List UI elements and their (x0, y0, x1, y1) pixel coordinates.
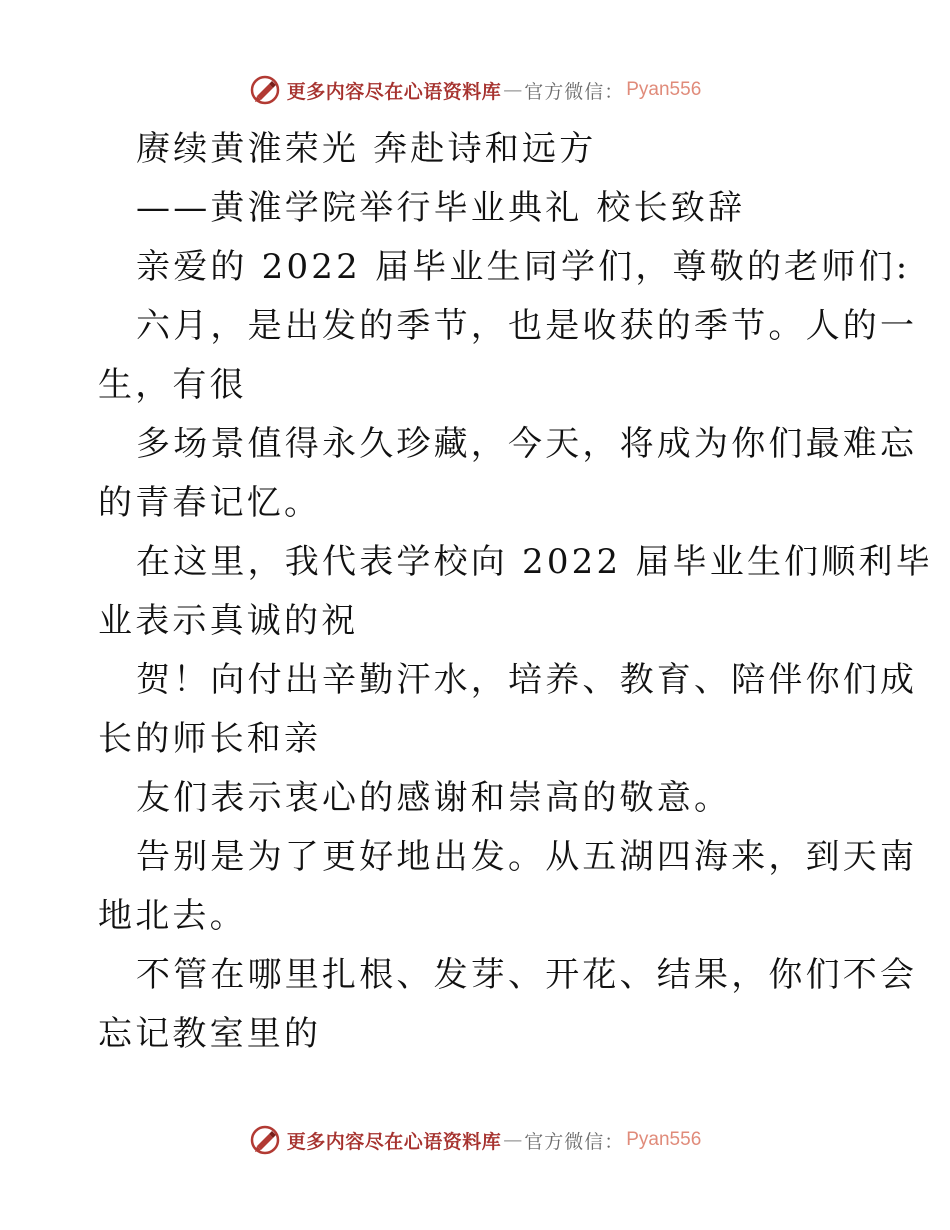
speech-body (98, 120, 933, 1064)
header-banner (0, 70, 950, 110)
banner-wechat-id: Pyan556 (626, 79, 702, 100)
text-line: 不管在哪里扎根、发芽、开花、结果，你们不会 (136, 955, 918, 995)
pen-logo-icon (249, 74, 281, 106)
text-line: 赓续黄淮荣光 奔赴诗和远方 (136, 129, 597, 169)
text-line: 六月，是出发的季节，也是收获的季节。人的一 (136, 306, 918, 346)
banner-dash: — (503, 1129, 523, 1151)
banner-wechat-label: 官方微信： (524, 1130, 625, 1153)
text-line: 生，有很 (98, 365, 247, 405)
text-line: 在这里，我代表学校向 2022 届毕业生们顺利毕 (136, 542, 933, 582)
banner-wechat-label: 官方微信： (524, 80, 625, 103)
text-line: 业表示真诚的祝 (98, 601, 359, 641)
pen-logo-icon (249, 1124, 281, 1156)
banner-dash: — (503, 79, 523, 101)
text-line: 多场景值得永久珍藏，今天，将成为你们最难忘 (136, 424, 918, 464)
banner-main-text: 更多内容尽在心语资料库 (286, 1130, 502, 1153)
text-line: 告别是为了更好地出发。从五湖四海来，到天南 (136, 837, 918, 877)
banner-wechat-id: Pyan556 (626, 1129, 702, 1150)
text-line: 友们表示衷心的感谢和崇高的敬意。 (136, 778, 732, 818)
text-line: 地北去。 (98, 896, 247, 936)
text-line: 贺！向付出辛勤汗水，培养、教育、陪伴你们成 (136, 660, 918, 700)
text-line: ——黄淮学院举行毕业典礼 校长致辞 (136, 188, 746, 228)
text-line: 忘记教室里的 (98, 1014, 322, 1054)
text-line: 长的师长和亲 (98, 719, 322, 759)
banner-main-text: 更多内容尽在心语资料库 (286, 80, 502, 103)
text-line: 的青春记忆。 (98, 483, 322, 523)
footer-banner (0, 1120, 950, 1160)
text-line: 亲爱的 2022 届毕业生同学们，尊敬的老师们: (136, 247, 911, 287)
